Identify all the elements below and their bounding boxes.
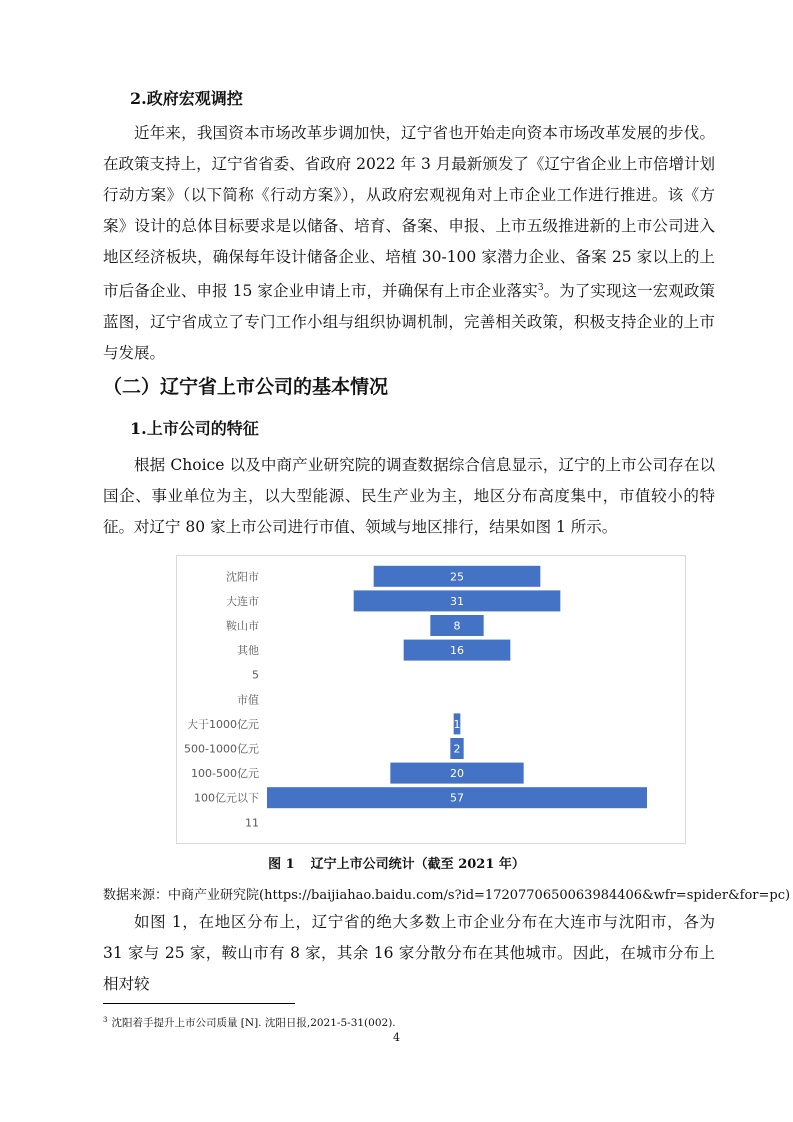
bar-value-label: 1 (453, 717, 461, 731)
footnote-text: 沈阳着手提升上市公司质量 [N]. 沈阳日报,2021-5-31(002). (111, 1017, 396, 1029)
footnote-ref: 3 (537, 283, 544, 293)
paragraph-characteristics: 根据 Choice 以及中商产业研究院的调查数据综合信息显示，辽宁的上市公司存在以国企、事业单位为主，以大型能源、民生产业为主，地区分布高度集中，市值较小的特征。对辽宁 80 家上市公司进行市值、领域与地区排行，结果如图 1 所示。 (103, 456, 715, 536)
bar-value-label: 25 (450, 570, 464, 584)
category-label: 沈阳市 (226, 570, 259, 584)
subsection-title: 1.上市公司的特征 (130, 419, 259, 438)
category-label: 100-500亿元 (191, 767, 259, 781)
category-label: 市值 (237, 693, 259, 707)
category-label: 11 (245, 816, 259, 830)
figure-caption (0, 853, 793, 872)
figure-caption-text: 辽宁上市公司统计（截至 2021 年） (310, 857, 525, 872)
bar-value-label: 57 (450, 791, 464, 805)
bar-value-label: 16 (450, 644, 464, 658)
page-number: 4 (393, 1031, 400, 1044)
section-2-title: 2.政府宏观调控 (130, 89, 243, 108)
bar-value-label: 20 (450, 767, 464, 781)
section-heading: （二）辽宁省上市公司的基本情况 (103, 376, 389, 398)
paragraph-text-tail: 。为了实现这一宏观政策蓝图，辽宁省成立了专门工作小组与组织协调机制，完善相关政策，积极支持企业的上市与发展。 (103, 282, 715, 363)
footnote-mark: 3 (103, 1015, 108, 1024)
bar-value-label: 31 (450, 594, 464, 608)
category-label: 5 (252, 668, 259, 682)
footnote-divider (103, 1003, 295, 1004)
chart-figure-1 (176, 555, 686, 844)
paragraph-text: 近年来，我国资本市场改革步调加快，辽宁省也开始走向资本市场改革发展的步伐。在政策支持上，辽宁省省委、省政府 2022 年 3 月最新颁发了《辽宁省企业上市倍增计划行动方案》（以下简称《行动方案》），从政府宏观视角对上市企业工作进行推进。该《方案》设计的总体目标要求是以储备、培育、备案、申报、上市五级推进新的上市公司进入地区经济板块，确保每年设计储备企业、培植 30-100 家潜力企业、备案 25 家以上的上市后备企业、申报 15 家企业申请上市，并确保有上市企业落实 (103, 124, 715, 301)
figure-number: 图 1 (268, 857, 295, 872)
category-label: 鞍山市 (226, 619, 259, 633)
category-label: 500-1000亿元 (184, 742, 259, 756)
footnote (103, 1015, 396, 1030)
data-source-note: 数据来源：中商产业研究院(https://baijiahao.baidu.com/s?id=1720770650063984406&wfr=spider&for=pc) (103, 888, 791, 903)
category-label: 其他 (237, 644, 259, 658)
bar-chart (177, 556, 685, 843)
bar-value-label: 2 (453, 742, 461, 756)
category-label: 大连市 (226, 594, 259, 608)
paragraph-macro-policy (103, 118, 715, 369)
category-label: 大于1000亿元 (187, 717, 259, 731)
paragraph-region-distribution: 如图 1，在地区分布上，辽宁省的绝大多数上市企业分布在大连市与沈阳市，各为 31 家与 25 家，鞍山市有 8 家，其余 16 家分散分布在其他城市。因此，在城市分布上相对较 (103, 913, 715, 993)
bar-value-label: 8 (453, 619, 461, 633)
category-label: 100亿元以下 (194, 791, 259, 805)
